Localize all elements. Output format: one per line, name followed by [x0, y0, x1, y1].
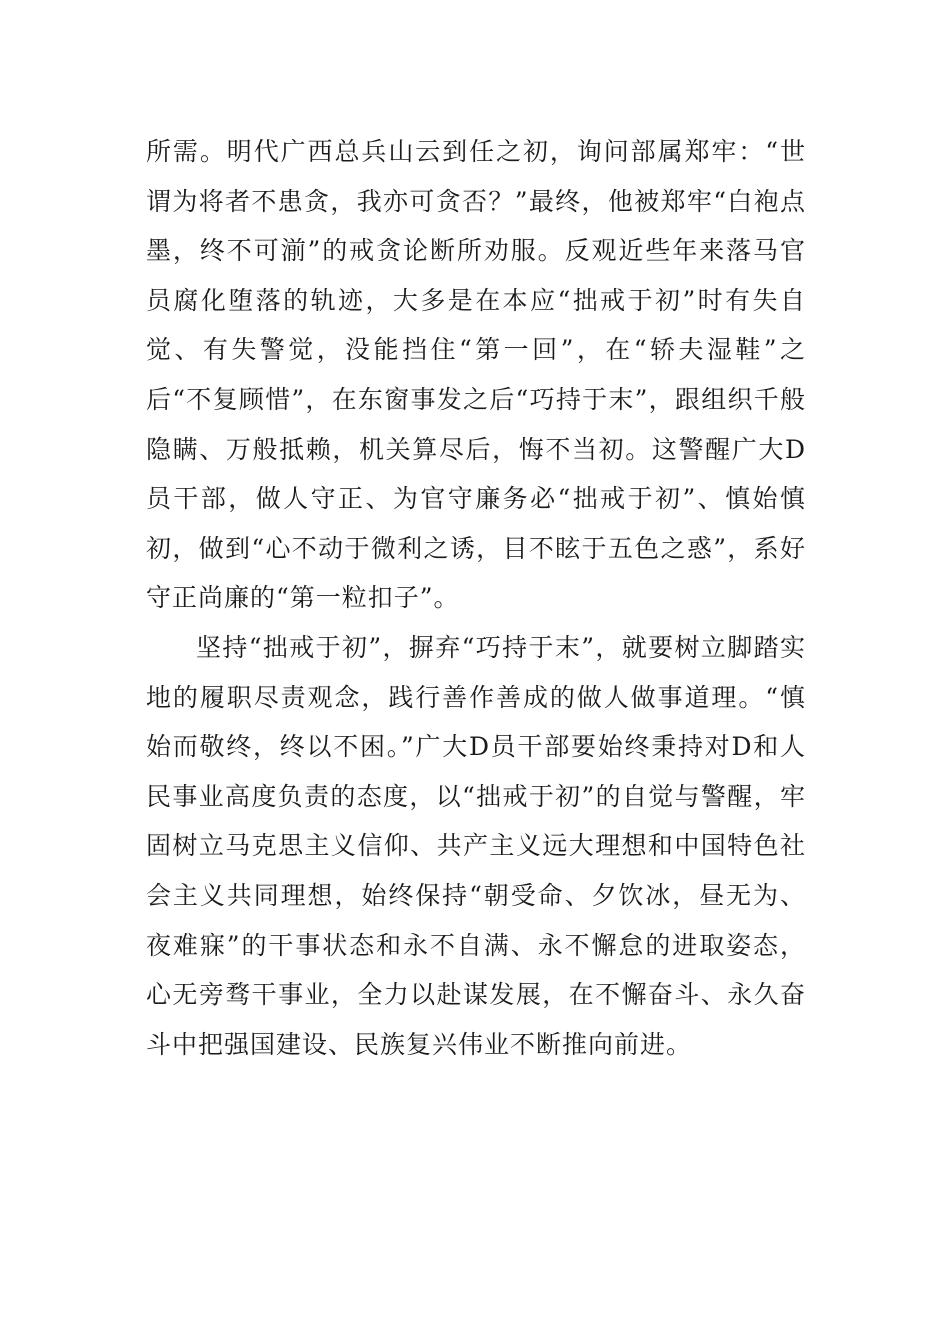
paragraph-1: 所需。明代广西总兵山云到任之初，询问部属郑牢：“世谓为将者不患贪，我亦可贪否？”最终，他被郑牢“白袍点墨，终不可湔”的戒贪论断所劝服。反观近些年来落马官员腐化堕落的轨迹，大多是在本应“拙戒于初”时有失自觉、有失警觉，没能挡住“第一回”，在“轿夫湿鞋”之后“不复顾惜”，在东窗事发之后“巧持于末”，跟组织千般隐瞒、万般抵赖，机关算尽后，悔不当初。这警醒广大D员干部，做人守正、为官守廉务必“拙戒于初”、慎始慎初，做到“心不动于微利之诱，目不眩于五色之惑”，系好守正尚廉的“第一粒扣子”。 [146, 137, 806, 613]
body-text [146, 127, 806, 1069]
paragraph-2: 坚持“拙戒于初”，摒弃“巧持于末”，就要树立脚踏实地的履职尽责观念，践行善作善成的做人做事道理。“慎始而敬终，终以不困。”广大D员干部要始终秉持对D和人民事业高度负责的态度，以“拙戒于初”的自觉与警醒，牢固树立马克思主义信仰、共产主义远大理想和中国特色社会主义共同理想，始终保持“朝受命、夕饮冰，昼无为、夜难寐”的干事状态和永不自满、永不懈怠的进取姿态，心无旁骛干事业，全力以赴谋发展，在不懈奋斗、永久奋斗中把强国建设、民族复兴伟业不断推向前进。 [146, 632, 806, 1059]
